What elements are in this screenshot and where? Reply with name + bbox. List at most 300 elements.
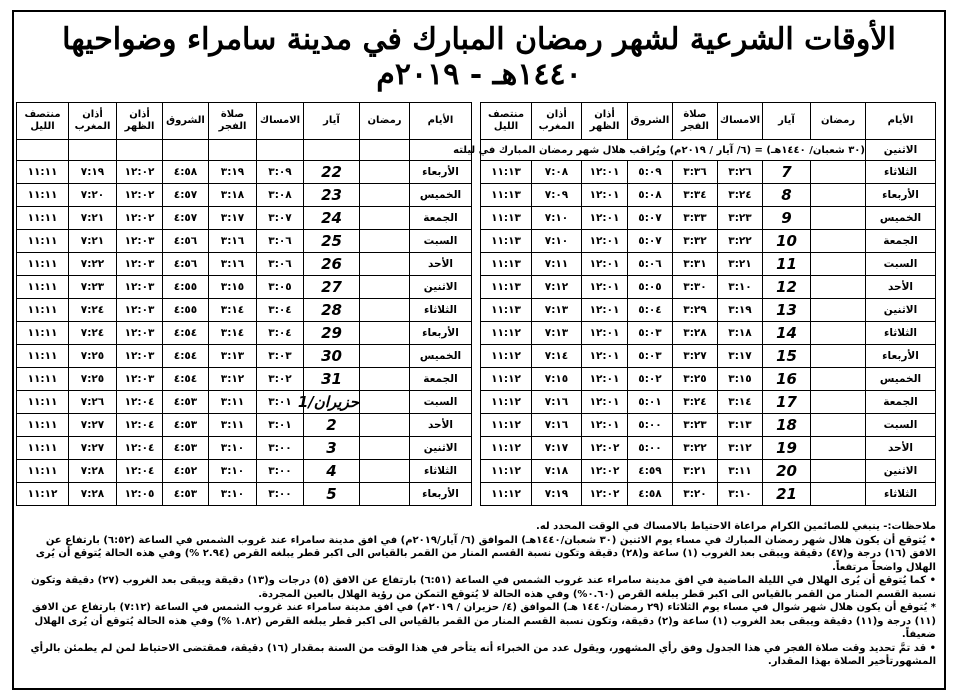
ram-cell <box>360 391 410 414</box>
day-cell: الأربعاء <box>866 345 936 368</box>
midnight-cell: ١١:١١ <box>17 253 69 276</box>
maghrib-cell: ٧:٠٨ <box>532 161 582 184</box>
shuruq-cell: ٤:٥٥ <box>163 276 209 299</box>
ayar-cell: 18 <box>763 414 811 437</box>
dhuhr-cell: ١٢:٠١ <box>582 184 628 207</box>
imsak-cell: ٣:٢٦ <box>718 161 763 184</box>
ayar-cell: 21 <box>763 483 811 506</box>
ayar-cell: 30 <box>304 345 360 368</box>
fajr-cell: ٣:١٧ <box>209 207 257 230</box>
table-row <box>17 391 472 414</box>
col-imsak-header: الامساك <box>257 103 304 140</box>
table-row <box>481 368 936 391</box>
ayar-cell: 8 <box>763 184 811 207</box>
ayar-cell: 15 <box>763 345 811 368</box>
ayar-cell: 31 <box>304 368 360 391</box>
col-day-header: الأيام <box>866 103 936 140</box>
dhuhr-cell: ١٢:٠١ <box>582 230 628 253</box>
maghrib-cell: ٧:٢٨ <box>69 483 117 506</box>
ayar-cell: 16 <box>763 368 811 391</box>
midnight-cell: ١١:١١ <box>17 299 69 322</box>
notes-heading: ملاحظات:- ينبغي للصائمين الكرام مراعاة الاحتياط بالامساك في الوقت المحدد له. <box>536 521 936 532</box>
midnight-cell: ١١:١٢ <box>481 414 532 437</box>
dhuhr-cell: ١٢:٠٣ <box>117 230 163 253</box>
day-cell: الاثنين <box>410 437 472 460</box>
fajr-cell: ٣:١٠ <box>209 437 257 460</box>
dhuhr-cell: ١٢:٠٢ <box>582 437 628 460</box>
shuruq-cell: ٤:٥٤ <box>163 368 209 391</box>
table-header-row <box>17 103 472 140</box>
midnight-cell: ١١:١٢ <box>481 322 532 345</box>
table-row <box>481 184 936 207</box>
ayar-cell: 25 <box>304 230 360 253</box>
ayar-cell: 19 <box>763 437 811 460</box>
imsak-cell: ٣:١٥ <box>718 368 763 391</box>
day-cell: الخميس <box>410 184 472 207</box>
shuruq-cell: ٥:٠٤ <box>628 299 673 322</box>
table-row <box>17 460 472 483</box>
ram-cell <box>360 322 410 345</box>
ram-cell <box>811 230 866 253</box>
maghrib-cell: ٧:٢٦ <box>69 391 117 414</box>
day-cell: الجمعة <box>410 207 472 230</box>
day-cell: الأربعاء <box>866 184 936 207</box>
midnight-cell: ١١:١٢ <box>481 460 532 483</box>
imsak-cell: ٣:٢٢ <box>718 230 763 253</box>
imsak-cell: ٣:١٧ <box>718 345 763 368</box>
maghrib-cell: ٧:٢٨ <box>69 460 117 483</box>
table-row <box>481 230 936 253</box>
table-row <box>17 140 472 161</box>
day-cell: الأحد <box>410 253 472 276</box>
midnight-cell: ١١:١١ <box>17 414 69 437</box>
maghrib-cell: ٧:١٢ <box>532 276 582 299</box>
imsak-cell: ٣:٢٤ <box>718 184 763 207</box>
midnight-cell: ١١:١٣ <box>481 184 532 207</box>
imsak-cell: ٣:١٠ <box>718 483 763 506</box>
ayar-cell: 28 <box>304 299 360 322</box>
maghrib-cell: ٧:٢١ <box>69 207 117 230</box>
schedule-page <box>12 10 946 690</box>
midnight-cell: ١١:١١ <box>17 437 69 460</box>
dhuhr-cell: ١٢:٠٢ <box>582 460 628 483</box>
maghrib-cell: ٧:١١ <box>532 253 582 276</box>
day-cell: الاثنين <box>866 299 936 322</box>
moon-watch-note: (٣٠ شعبان/ ١٤٤٠هـ) = (٦/ آيار / ٢٠١٩م) ويُراقب هلال شهر رمضان المبارك في ليلته <box>481 140 866 161</box>
fajr-cell: ٣:٢٠ <box>673 483 718 506</box>
imsak-cell: ٣:٠٠ <box>257 483 304 506</box>
shuruq-cell: ٤:٥٨ <box>628 483 673 506</box>
ram-cell <box>360 460 410 483</box>
midnight-cell: ١١:١١ <box>17 184 69 207</box>
imsak-cell: ٣:٠٢ <box>257 368 304 391</box>
imsak-cell: ٣:١٢ <box>718 437 763 460</box>
table-row <box>481 207 936 230</box>
ram-cell <box>811 345 866 368</box>
imsak-cell: ٣:٠٠ <box>257 437 304 460</box>
fajr-cell: ٣:٢١ <box>673 460 718 483</box>
fajr-cell: ٣:١٢ <box>209 368 257 391</box>
note-bullet: * يُتوقع أن يكون هلال شهر شوال في مساء يوم الثلاثاء (٢٩ رمضان/١٤٤٠ هـ) الموافق (٤/ حزيران / ٢٠١٩م) في افق مدينة سامراء عند غروب الشمس في الساعة (٧:١٢) بارتفاع عن الافق (١١) درجة و(١١) دقيقة ويبقى بعد الغروب (١) ساعة و(٢) دقيقة، وتكون نسبة القسم المنار من القمر بالقياس الى اكبر قطر يبلغه القرص (١.٨٢ %) وفي هذه الحالة يُتوقع أن يُرى الهلال ضعيفاً. <box>32 602 936 640</box>
day-cell: السبت <box>410 391 472 414</box>
shuruq-cell: ٥:٠٨ <box>628 184 673 207</box>
col-ayar-header: آيار <box>763 103 811 140</box>
fajr-cell: ٣:١١ <box>209 391 257 414</box>
imsak-cell: ٣:١٠ <box>718 276 763 299</box>
fajr-cell: ٣:٣٢ <box>673 230 718 253</box>
col-imsak-header: الامساك <box>718 103 763 140</box>
ram-cell <box>360 253 410 276</box>
day-cell: الثلاثاء <box>866 483 936 506</box>
shuruq-cell: ٥:٠٧ <box>628 207 673 230</box>
dhuhr-cell: ١٢:٠٢ <box>117 161 163 184</box>
midnight-cell: ١١:١١ <box>17 230 69 253</box>
ayar-cell: 14 <box>763 322 811 345</box>
fajr-cell: ٣:٣٣ <box>673 207 718 230</box>
table-row <box>481 483 936 506</box>
fajr-cell: ٣:١٠ <box>209 460 257 483</box>
dhuhr-cell: ١٢:٠٣ <box>117 322 163 345</box>
maghrib-cell: ٧:١٩ <box>532 483 582 506</box>
ram-cell <box>811 391 866 414</box>
col-day-header: الأيام <box>410 103 472 140</box>
day-cell: السبت <box>866 253 936 276</box>
blank-cell <box>410 140 472 161</box>
midnight-cell: ١١:١٢ <box>481 345 532 368</box>
maghrib-cell: ٧:٢٤ <box>69 322 117 345</box>
col-dhuhr-header: أذان الظهر <box>117 103 163 140</box>
day-cell: الثلاثاء <box>410 460 472 483</box>
dhuhr-cell: ١٢:٠٤ <box>117 391 163 414</box>
dhuhr-cell: ١٢:٠١ <box>582 368 628 391</box>
col-maghrib-header: أذان المغرب <box>69 103 117 140</box>
maghrib-cell: ٧:١٣ <box>532 299 582 322</box>
blank-cell <box>304 140 360 161</box>
ram-cell <box>811 368 866 391</box>
ram-cell <box>360 483 410 506</box>
maghrib-cell: ٧:١٠ <box>532 230 582 253</box>
day-cell: الاثنين <box>410 276 472 299</box>
dhuhr-cell: ١٢:٠٢ <box>582 483 628 506</box>
blank-cell <box>17 140 69 161</box>
shuruq-cell: ٤:٥٣ <box>163 437 209 460</box>
day-cell: الجمعة <box>410 368 472 391</box>
maghrib-cell: ٧:٢١ <box>69 230 117 253</box>
imsak-cell: ٣:٠٨ <box>257 184 304 207</box>
maghrib-cell: ٧:١٤ <box>532 345 582 368</box>
fajr-cell: ٣:٣٦ <box>673 161 718 184</box>
dhuhr-cell: ١٢:٠١ <box>582 414 628 437</box>
shuruq-cell: ٤:٥٧ <box>163 184 209 207</box>
table-row <box>481 299 936 322</box>
midnight-cell: ١١:١٣ <box>481 299 532 322</box>
shuruq-cell: ٤:٥٣ <box>163 414 209 437</box>
dhuhr-cell: ١٢:٠١ <box>582 322 628 345</box>
ayar-cell: 26 <box>304 253 360 276</box>
table-row <box>17 483 472 506</box>
midnight-cell: ١١:١٣ <box>481 253 532 276</box>
table-row <box>481 140 936 161</box>
maghrib-cell: ٧:١٥ <box>532 368 582 391</box>
maghrib-cell: ٧:١٨ <box>532 460 582 483</box>
ayar-cell: 27 <box>304 276 360 299</box>
maghrib-cell: ٧:١٧ <box>532 437 582 460</box>
col-ayar-header: آيار <box>304 103 360 140</box>
maghrib-cell: ٧:١٦ <box>532 414 582 437</box>
midnight-cell: ١١:١١ <box>17 345 69 368</box>
day-cell: الجمعة <box>866 230 936 253</box>
midnight-cell: ١١:١١ <box>17 161 69 184</box>
midnight-cell: ١١:١١ <box>17 207 69 230</box>
table-row <box>17 230 472 253</box>
fajr-cell: ٣:١٠ <box>209 483 257 506</box>
imsak-cell: ٣:٠٠ <box>257 460 304 483</box>
fajr-cell: ٣:٢٤ <box>673 391 718 414</box>
fajr-cell: ٣:٢٨ <box>673 322 718 345</box>
dhuhr-cell: ١٢:٠٢ <box>117 207 163 230</box>
fajr-cell: ٣:١٤ <box>209 322 257 345</box>
ram-cell <box>360 299 410 322</box>
maghrib-cell: ٧:٢٤ <box>69 299 117 322</box>
dhuhr-cell: ١٢:٠٢ <box>117 184 163 207</box>
fajr-cell: ٣:٢٩ <box>673 299 718 322</box>
ram-cell <box>360 184 410 207</box>
midnight-cell: ١١:١١ <box>17 276 69 299</box>
table-row <box>481 322 936 345</box>
day-cell: الثلاثاء <box>866 161 936 184</box>
day-cell: الجمعة <box>866 391 936 414</box>
col-ramadan-header: رمضان <box>360 103 410 140</box>
ayar-cell: 24 <box>304 207 360 230</box>
ayar-cell: 17 <box>763 391 811 414</box>
imsak-cell: ٣:٠١ <box>257 414 304 437</box>
maghrib-cell: ٧:١٠ <box>532 207 582 230</box>
midnight-cell: ١١:١٢ <box>481 483 532 506</box>
fajr-cell: ٣:١٨ <box>209 184 257 207</box>
midnight-cell: ١١:١١ <box>17 368 69 391</box>
midnight-cell: ١١:١٢ <box>17 483 69 506</box>
shuruq-cell: ٤:٥٤ <box>163 345 209 368</box>
ayar-cell: 11 <box>763 253 811 276</box>
dhuhr-cell: ١٢:٠٣ <box>117 276 163 299</box>
table-row <box>17 345 472 368</box>
imsak-cell: ٣:١١ <box>718 460 763 483</box>
dhuhr-cell: ١٢:٠١ <box>582 207 628 230</box>
schedule-table-right <box>453 102 936 506</box>
table-row <box>481 276 936 299</box>
dhuhr-cell: ١٢:٠١ <box>582 253 628 276</box>
ram-cell <box>811 414 866 437</box>
ram-cell <box>811 161 866 184</box>
shuruq-cell: ٥:٠٢ <box>628 368 673 391</box>
ayar-cell: 2 <box>304 414 360 437</box>
ram-cell <box>360 345 410 368</box>
ram-cell <box>811 460 866 483</box>
ram-cell <box>360 414 410 437</box>
imsak-cell: ٣:٠٧ <box>257 207 304 230</box>
imsak-cell: ٣:١٩ <box>718 299 763 322</box>
fajr-cell: ٣:١١ <box>209 414 257 437</box>
dhuhr-cell: ١٢:٠١ <box>582 276 628 299</box>
ram-cell <box>360 230 410 253</box>
blank-cell <box>69 140 117 161</box>
col-shuruq-header: الشروق <box>628 103 673 140</box>
ram-cell <box>811 437 866 460</box>
shuruq-cell: ٤:٥٦ <box>163 253 209 276</box>
col-maghrib-header: أذان المغرب <box>532 103 582 140</box>
imsak-cell: ٣:١٣ <box>718 414 763 437</box>
midnight-cell: ١١:١١ <box>17 322 69 345</box>
imsak-cell: ٣:٠٤ <box>257 299 304 322</box>
notes-section <box>22 520 936 669</box>
fajr-cell: ٣:٢٣ <box>673 414 718 437</box>
imsak-cell: ٣:٠٣ <box>257 345 304 368</box>
dhuhr-cell: ١٢:٠٣ <box>117 299 163 322</box>
maghrib-cell: ٧:٢٣ <box>69 276 117 299</box>
blank-cell <box>163 140 209 161</box>
ram-cell <box>360 437 410 460</box>
table-row <box>17 322 472 345</box>
day-cell: الخميس <box>866 207 936 230</box>
shuruq-cell: ٥:٠٥ <box>628 276 673 299</box>
note-bullet: • يُتوقع أن يكون هلال شهر رمضان المبارك في مساء يوم الاثنين (٣٠ شعبان/١٤٤٠هـ) الموافق (٦/ آيار/٢٠١٩م) في افق مدينة سامراء عند غروب الشمس في الساعة (٦:٥٢) بارتفاع عن الافق (١٦) درجة و(٤٧) دقيقة ويبقى بعد الغروب (١) ساعة و(٢٨) دقيقة وتكون نسبة القسم المنار من القمر بالقياس الى اكبر قطر يبلغه القرص (٢.٩٤ %) وفي هذه الحالة يُتوقع أن يُرى الهلال واضحاً مرتفعاً. <box>35 534 936 573</box>
day-cell: الأربعاء <box>410 161 472 184</box>
table-row <box>17 276 472 299</box>
ram-cell <box>811 299 866 322</box>
shuruq-cell: ٥:٠١ <box>628 391 673 414</box>
col-midnight-header: منتصف الليل <box>481 103 532 140</box>
table-row <box>17 414 472 437</box>
ayar-cell: 12 <box>763 276 811 299</box>
shuruq-cell: ٥:٠٦ <box>628 253 673 276</box>
day-cell: الأحد <box>866 437 936 460</box>
day-cell: السبت <box>866 414 936 437</box>
day-cell: الخميس <box>866 368 936 391</box>
ram-cell <box>811 322 866 345</box>
imsak-cell: ٣:٢١ <box>718 253 763 276</box>
fajr-cell: ٣:٣٤ <box>673 184 718 207</box>
ayar-cell: 20 <box>763 460 811 483</box>
midnight-cell: ١١:١٢ <box>481 368 532 391</box>
ram-cell <box>811 253 866 276</box>
imsak-cell: ٣:٠٦ <box>257 253 304 276</box>
midnight-cell: ١١:١١ <box>17 391 69 414</box>
table-row <box>17 437 472 460</box>
shuruq-cell: ٥:٠٠ <box>628 414 673 437</box>
shuruq-cell: ٤:٥٤ <box>163 322 209 345</box>
table-row <box>17 207 472 230</box>
midnight-cell: ١١:١١ <box>17 460 69 483</box>
shuruq-cell: ٤:٥٣ <box>163 391 209 414</box>
ayar-cell: 22 <box>304 161 360 184</box>
shuruq-cell: ٥:٠٠ <box>628 437 673 460</box>
maghrib-cell: ٧:٢٧ <box>69 414 117 437</box>
table-row <box>17 253 472 276</box>
maghrib-cell: ٧:١٣ <box>532 322 582 345</box>
imsak-cell: ٣:٠٤ <box>257 322 304 345</box>
fajr-cell: ٣:١٥ <box>209 276 257 299</box>
dhuhr-cell: ١٢:٠٤ <box>117 414 163 437</box>
blank-cell <box>257 140 304 161</box>
ram-cell <box>811 184 866 207</box>
fajr-cell: ٣:١٩ <box>209 161 257 184</box>
ayar-cell: 3 <box>304 437 360 460</box>
day-cell: السبت <box>410 230 472 253</box>
table-row <box>481 414 936 437</box>
fajr-cell: ٣:١٦ <box>209 253 257 276</box>
imsak-cell: ٣:١٤ <box>718 391 763 414</box>
maghrib-cell: ٧:٢٢ <box>69 253 117 276</box>
maghrib-cell: ٧:١٦ <box>532 391 582 414</box>
ayar-cell: 4 <box>304 460 360 483</box>
shuruq-cell: ٥:٠٩ <box>628 161 673 184</box>
shuruq-cell: ٤:٥٣ <box>163 483 209 506</box>
maghrib-cell: ٧:٢٥ <box>69 368 117 391</box>
midnight-cell: ١١:١٣ <box>481 230 532 253</box>
midnight-cell: ١١:١٣ <box>481 276 532 299</box>
fajr-cell: ٣:٣١ <box>673 253 718 276</box>
maghrib-cell: ٧:٢٠ <box>69 184 117 207</box>
dhuhr-cell: ١٢:٠٣ <box>117 253 163 276</box>
imsak-cell: ٣:٠٥ <box>257 276 304 299</box>
ayar-cell: حزيران/1 <box>304 391 360 414</box>
ram-cell <box>811 483 866 506</box>
day-cell: الاثنين <box>866 460 936 483</box>
day-cell: الأربعاء <box>410 322 472 345</box>
dhuhr-cell: ١٢:٠١ <box>582 161 628 184</box>
col-fajr-header: صلاة الفجر <box>673 103 718 140</box>
col-fajr-header: صلاة الفجر <box>209 103 257 140</box>
dhuhr-cell: ١٢:٠١ <box>582 345 628 368</box>
fajr-cell: ٣:٢٢ <box>673 437 718 460</box>
col-ramadan-header: رمضان <box>811 103 866 140</box>
dhuhr-cell: ١٢:٠٤ <box>117 437 163 460</box>
ram-cell <box>360 368 410 391</box>
imsak-cell: ٣:٠١ <box>257 391 304 414</box>
fajr-cell: ٣:١٤ <box>209 299 257 322</box>
shuruq-cell: ٤:٥٦ <box>163 230 209 253</box>
day-cell: الثلاثاء <box>866 322 936 345</box>
day-cell: الخميس <box>410 345 472 368</box>
ram-cell <box>360 161 410 184</box>
imsak-cell: ٣:٠٦ <box>257 230 304 253</box>
table-row <box>481 253 936 276</box>
fajr-cell: ٣:٢٧ <box>673 345 718 368</box>
day-cell: الأحد <box>866 276 936 299</box>
day-cell: الاثنين <box>866 140 936 161</box>
schedule-table-left <box>16 102 472 506</box>
ayar-cell: 10 <box>763 230 811 253</box>
table-row <box>481 437 936 460</box>
shuruq-cell: ٤:٥٥ <box>163 299 209 322</box>
note-bullet: • كما يُتوقع أن يُرى الهلال في الليلة الماضية في افق مدينة سامراء عند غروب الشمس في الساعة (٦:٥١) بارتفاع عن الافق (٥) درجات و(١٣) دقيقة ويبقى بعد الغروب (٢٧) دقيقة وتكون نسبة القسم المنار من القمر بالقياس الى اكبر قطر يبلغه القرص (٠.٦٠%) وفي هذه الحالة لا يُتوقع التمكن من رؤية الهلال بالعين المجردة. <box>31 575 936 600</box>
midnight-cell: ١١:١٣ <box>481 161 532 184</box>
fajr-cell: ٣:١٦ <box>209 230 257 253</box>
ram-cell <box>811 207 866 230</box>
dhuhr-cell: ١٢:٠٥ <box>117 483 163 506</box>
day-cell: الأربعاء <box>410 483 472 506</box>
dhuhr-cell: ١٢:٠٣ <box>117 345 163 368</box>
midnight-cell: ١١:١٢ <box>481 437 532 460</box>
day-cell: الأحد <box>410 414 472 437</box>
table-row <box>17 368 472 391</box>
imsak-cell: ٣:٠٩ <box>257 161 304 184</box>
dhuhr-cell: ١٢:٠١ <box>582 391 628 414</box>
blank-cell <box>117 140 163 161</box>
shuruq-cell: ٥:٠٣ <box>628 322 673 345</box>
ayar-cell: 9 <box>763 207 811 230</box>
shuruq-cell: ٥:٠٧ <box>628 230 673 253</box>
